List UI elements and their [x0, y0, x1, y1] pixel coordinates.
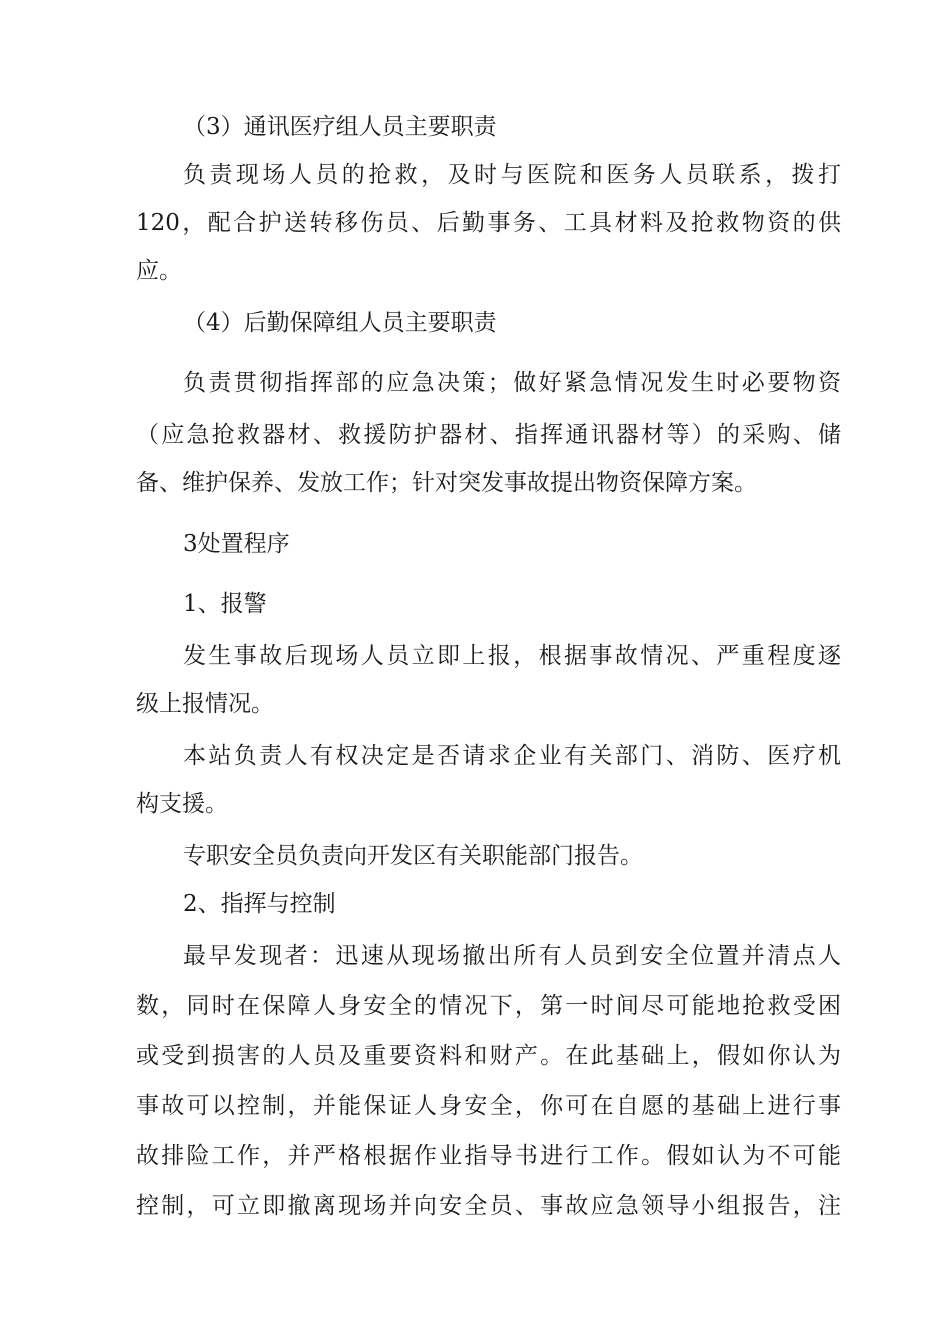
paragraph-line: 发生事故后现场人员立即上报，根据事故情况、严重程度逐 — [183, 643, 841, 669]
paragraph-line: 控制，可立即撤离现场并向安全员、事故应急领导小组报告，注 — [136, 1193, 841, 1219]
heading-command-control: 2、指挥与控制 — [183, 891, 336, 917]
paragraph-line: 应。 — [136, 258, 182, 284]
paragraph-line: 事故可以控制，并能保证人身安全，你可在自愿的基础上进行事 — [136, 1093, 841, 1119]
paragraph-line: 最早发现者：迅速从现场撤出所有人员到安全位置并清点人 — [183, 943, 841, 969]
heading-alarm: 1、报警 — [183, 591, 267, 617]
paragraph-line: 构支援。 — [136, 791, 228, 817]
paragraph-line: 故排险工作，并严格根据作业指导书进行工作。假如认为不可能 — [136, 1143, 841, 1169]
paragraph-line: 或受到损害的人员及重要资料和财产。在此基础上，假如你认为 — [136, 1043, 841, 1069]
paragraph-line: 专职安全员负责向开发区有关职能部门报告。 — [183, 843, 643, 869]
heading-medical-group: （3）通讯医疗组人员主要职责 — [183, 114, 497, 140]
paragraph-line: 级上报情况。 — [136, 691, 274, 717]
paragraph-line: 本站负责人有权决定是否请求企业有关部门、消防、医疗机 — [183, 743, 841, 769]
paragraph-line: 负责贯彻指挥部的应急决策；做好紧急情况发生时必要物资 — [183, 370, 841, 396]
paragraph-line: 负责现场人员的抢救，及时与医院和医务人员联系，拨打 — [183, 162, 841, 188]
heading-logistics-group: （4）后勤保障组人员主要职责 — [183, 310, 497, 336]
paragraph-line: 备、维护保养、发放工作；针对突发事故提出物资保障方案。 — [136, 470, 757, 496]
paragraph-line: （应急抢救器材、救援防护器材、指挥通讯器材等）的采购、储 — [136, 422, 841, 448]
section-heading-procedure: 3处置程序 — [183, 531, 290, 557]
paragraph-line: 数，同时在保障人身安全的情况下，第一时间尽可能地抢救受困 — [136, 993, 841, 1019]
paragraph-line: 120，配合护送转移伤员、后勤事务、工具材料及抢救物资的供 — [136, 210, 841, 236]
